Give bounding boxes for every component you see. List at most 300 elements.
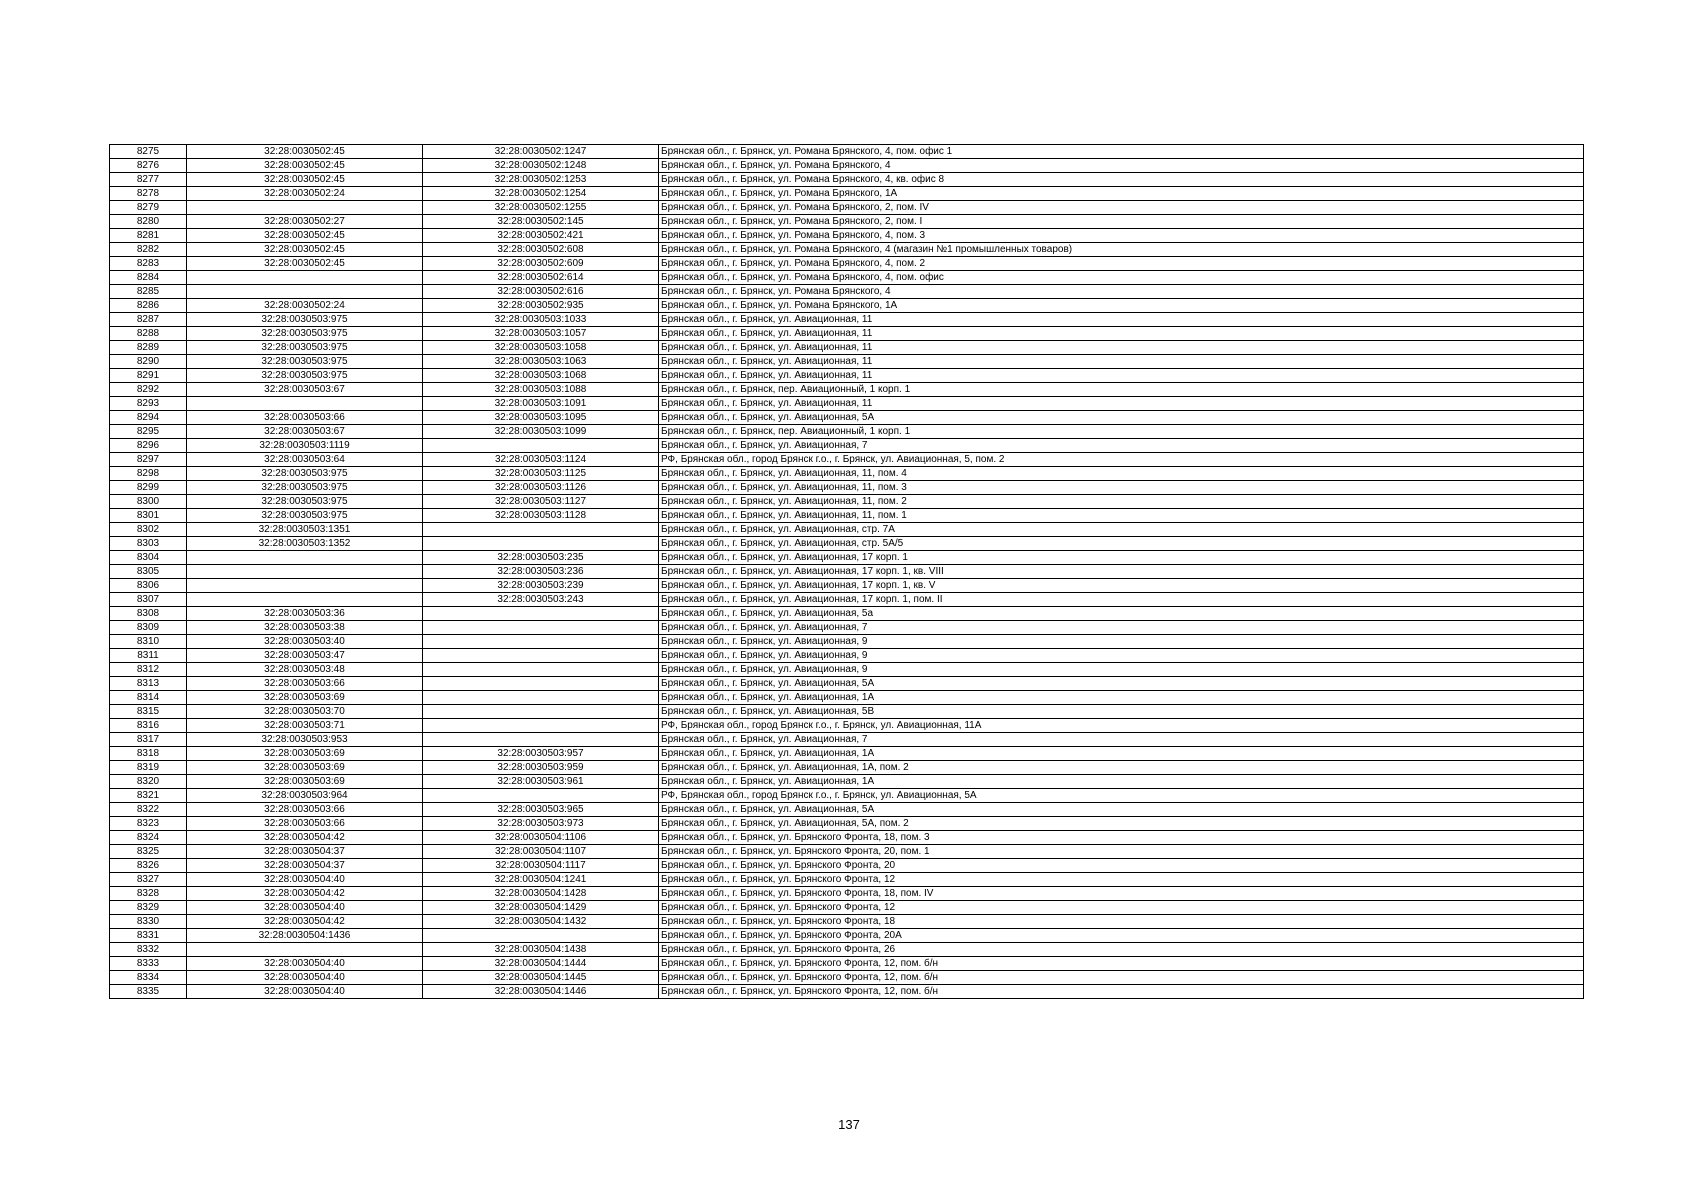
land-parcel-number-cell: 32:28:0030504:1436 bbox=[187, 929, 423, 943]
table-row bbox=[110, 915, 1584, 929]
object-cadastral-number-cell bbox=[423, 705, 659, 719]
object-cadastral-number-cell: 32:28:0030503:1095 bbox=[423, 411, 659, 425]
row-number-cell: 8299 bbox=[110, 481, 187, 495]
land-parcel-number-cell: 32:28:0030504:42 bbox=[187, 915, 423, 929]
land-parcel-number-cell: 32:28:0030503:67 bbox=[187, 425, 423, 439]
row-number-cell: 8321 bbox=[110, 789, 187, 803]
row-number-cell: 8320 bbox=[110, 775, 187, 789]
address-cell: Брянская обл., г. Брянск, пер. Авиационный, 1 корп. 1 bbox=[659, 425, 1584, 439]
table-row bbox=[110, 551, 1584, 565]
land-parcel-number-cell: 32:28:0030503:964 bbox=[187, 789, 423, 803]
land-parcel-number-cell: 32:28:0030503:69 bbox=[187, 691, 423, 705]
object-cadastral-number-cell bbox=[423, 929, 659, 943]
object-cadastral-number-cell: 32:28:0030503:957 bbox=[423, 747, 659, 761]
object-cadastral-number-cell: 32:28:0030503:1099 bbox=[423, 425, 659, 439]
land-parcel-number-cell bbox=[187, 551, 423, 565]
address-cell: Брянская обл., г. Брянск, ул. Авиационная, 11 bbox=[659, 313, 1584, 327]
row-number-cell: 8330 bbox=[110, 915, 187, 929]
land-parcel-number-cell bbox=[187, 565, 423, 579]
object-cadastral-number-cell: 32:28:0030503:1125 bbox=[423, 467, 659, 481]
address-cell: Брянская обл., г. Брянск, ул. Романа Брянского, 4, пом. 3 bbox=[659, 229, 1584, 243]
table-row bbox=[110, 607, 1584, 621]
object-cadastral-number-cell bbox=[423, 607, 659, 621]
row-number-cell: 8331 bbox=[110, 929, 187, 943]
row-number-cell: 8293 bbox=[110, 397, 187, 411]
object-cadastral-number-cell: 32:28:0030503:1088 bbox=[423, 383, 659, 397]
table-row bbox=[110, 481, 1584, 495]
land-parcel-number-cell: 32:28:0030503:38 bbox=[187, 621, 423, 635]
table-row bbox=[110, 705, 1584, 719]
row-number-cell: 8326 bbox=[110, 859, 187, 873]
object-cadastral-number-cell bbox=[423, 649, 659, 663]
object-cadastral-number-cell bbox=[423, 635, 659, 649]
row-number-cell: 8305 bbox=[110, 565, 187, 579]
land-parcel-number-cell: 32:28:0030502:24 bbox=[187, 187, 423, 201]
address-cell: Брянская обл., г. Брянск, ул. Авиационная, 17 корп. 1, кв. VIII bbox=[659, 565, 1584, 579]
object-cadastral-number-cell: 32:28:0030502:1253 bbox=[423, 173, 659, 187]
row-number-cell: 8285 bbox=[110, 285, 187, 299]
table-row bbox=[110, 803, 1584, 817]
address-cell: Брянская обл., г. Брянск, ул. Брянского Фронта, 18, пом. 3 bbox=[659, 831, 1584, 845]
land-parcel-number-cell: 32:28:0030503:66 bbox=[187, 803, 423, 817]
row-number-cell: 8304 bbox=[110, 551, 187, 565]
land-parcel-number-cell: 32:28:0030503:975 bbox=[187, 481, 423, 495]
address-cell: Брянская обл., г. Брянск, ул. Авиационная, 9 bbox=[659, 663, 1584, 677]
land-parcel-number-cell: 32:28:0030504:40 bbox=[187, 971, 423, 985]
row-number-cell: 8290 bbox=[110, 355, 187, 369]
object-cadastral-number-cell: 32:28:0030503:243 bbox=[423, 593, 659, 607]
table-row bbox=[110, 761, 1584, 775]
object-cadastral-number-cell bbox=[423, 789, 659, 803]
land-parcel-number-cell: 32:28:0030504:37 bbox=[187, 845, 423, 859]
object-cadastral-number-cell: 32:28:0030503:959 bbox=[423, 761, 659, 775]
row-number-cell: 8292 bbox=[110, 383, 187, 397]
table-row bbox=[110, 439, 1584, 453]
land-parcel-number-cell: 32:28:0030504:40 bbox=[187, 957, 423, 971]
row-number-cell: 8276 bbox=[110, 159, 187, 173]
address-cell: Брянская обл., г. Брянск, ул. Брянского Фронта, 18, пом. IV bbox=[659, 887, 1584, 901]
object-cadastral-number-cell: 32:28:0030502:614 bbox=[423, 271, 659, 285]
object-cadastral-number-cell bbox=[423, 691, 659, 705]
land-parcel-number-cell: 32:28:0030504:40 bbox=[187, 985, 423, 999]
object-cadastral-number-cell: 32:28:0030503:973 bbox=[423, 817, 659, 831]
table-row bbox=[110, 565, 1584, 579]
land-parcel-number-cell bbox=[187, 201, 423, 215]
address-cell: Брянская обл., г. Брянск, ул. Романа Брянского, 1А bbox=[659, 299, 1584, 313]
row-number-cell: 8275 bbox=[110, 145, 187, 159]
land-parcel-number-cell: 32:28:0030502:27 bbox=[187, 215, 423, 229]
land-parcel-number-cell: 32:28:0030503:975 bbox=[187, 495, 423, 509]
object-cadastral-number-cell: 32:28:0030503:1124 bbox=[423, 453, 659, 467]
land-parcel-number-cell: 32:28:0030503:975 bbox=[187, 467, 423, 481]
table-row bbox=[110, 509, 1584, 523]
object-cadastral-number-cell: 32:28:0030503:1091 bbox=[423, 397, 659, 411]
row-number-cell: 8325 bbox=[110, 845, 187, 859]
row-number-cell: 8286 bbox=[110, 299, 187, 313]
row-number-cell: 8317 bbox=[110, 733, 187, 747]
object-cadastral-number-cell: 32:28:0030502:1248 bbox=[423, 159, 659, 173]
land-parcel-number-cell: 32:28:0030502:45 bbox=[187, 257, 423, 271]
table-row bbox=[110, 145, 1584, 159]
object-cadastral-number-cell: 32:28:0030504:1444 bbox=[423, 957, 659, 971]
object-cadastral-number-cell bbox=[423, 663, 659, 677]
address-cell: Брянская обл., г. Брянск, ул. Авиационная, 5А, пом. 2 bbox=[659, 817, 1584, 831]
object-cadastral-number-cell: 32:28:0030503:965 bbox=[423, 803, 659, 817]
table-row bbox=[110, 943, 1584, 957]
row-number-cell: 8308 bbox=[110, 607, 187, 621]
object-cadastral-number-cell: 32:28:0030503:235 bbox=[423, 551, 659, 565]
land-parcel-number-cell: 32:28:0030503:40 bbox=[187, 635, 423, 649]
table-row bbox=[110, 271, 1584, 285]
land-parcel-number-cell: 32:28:0030503:66 bbox=[187, 817, 423, 831]
table-row bbox=[110, 887, 1584, 901]
object-cadastral-number-cell bbox=[423, 677, 659, 691]
object-cadastral-number-cell bbox=[423, 719, 659, 733]
address-cell: Брянская обл., г. Брянск, ул. Авиационная, 17 корп. 1, пом. II bbox=[659, 593, 1584, 607]
table-row bbox=[110, 677, 1584, 691]
table-row bbox=[110, 411, 1584, 425]
land-parcel-number-cell: 32:28:0030503:64 bbox=[187, 453, 423, 467]
address-cell: Брянская обл., г. Брянск, ул. Авиационная, 17 корп. 1 bbox=[659, 551, 1584, 565]
table-row bbox=[110, 341, 1584, 355]
row-number-cell: 8294 bbox=[110, 411, 187, 425]
land-parcel-number-cell: 32:28:0030503:975 bbox=[187, 355, 423, 369]
row-number-cell: 8279 bbox=[110, 201, 187, 215]
table-row bbox=[110, 831, 1584, 845]
object-cadastral-number-cell: 32:28:0030504:1241 bbox=[423, 873, 659, 887]
row-number-cell: 8296 bbox=[110, 439, 187, 453]
object-cadastral-number-cell: 32:28:0030503:1127 bbox=[423, 495, 659, 509]
row-number-cell: 8300 bbox=[110, 495, 187, 509]
table-row bbox=[110, 901, 1584, 915]
table-row bbox=[110, 285, 1584, 299]
land-parcel-number-cell: 32:28:0030503:71 bbox=[187, 719, 423, 733]
row-number-cell: 8295 bbox=[110, 425, 187, 439]
row-number-cell: 8307 bbox=[110, 593, 187, 607]
address-cell: Брянская обл., г. Брянск, ул. Авиационная, 7 bbox=[659, 439, 1584, 453]
row-number-cell: 8315 bbox=[110, 705, 187, 719]
object-cadastral-number-cell: 32:28:0030503:961 bbox=[423, 775, 659, 789]
land-parcel-number-cell: 32:28:0030503:69 bbox=[187, 761, 423, 775]
row-number-cell: 8277 bbox=[110, 173, 187, 187]
object-cadastral-number-cell: 32:28:0030502:616 bbox=[423, 285, 659, 299]
page-number: 137 bbox=[838, 1117, 860, 1132]
address-cell: Брянская обл., г. Брянск, ул. Брянского Фронта, 20, пом. 1 bbox=[659, 845, 1584, 859]
table-row bbox=[110, 313, 1584, 327]
row-number-cell: 8306 bbox=[110, 579, 187, 593]
row-number-cell: 8333 bbox=[110, 957, 187, 971]
address-cell: Брянская обл., г. Брянск, ул. Авиационная, 11, пом. 1 bbox=[659, 509, 1584, 523]
table-row bbox=[110, 747, 1584, 761]
register-table-body bbox=[110, 145, 1584, 999]
land-parcel-number-cell bbox=[187, 285, 423, 299]
row-number-cell: 8316 bbox=[110, 719, 187, 733]
object-cadastral-number-cell: 32:28:0030504:1438 bbox=[423, 943, 659, 957]
table-row bbox=[110, 425, 1584, 439]
row-number-cell: 8280 bbox=[110, 215, 187, 229]
row-number-cell: 8312 bbox=[110, 663, 187, 677]
address-cell: Брянская обл., г. Брянск, ул. Авиационная, 11, пом. 3 bbox=[659, 481, 1584, 495]
address-cell: Брянская обл., г. Брянск, ул. Романа Брянского, 2, пом. I bbox=[659, 215, 1584, 229]
table-row bbox=[110, 159, 1584, 173]
land-parcel-number-cell: 32:28:0030502:45 bbox=[187, 243, 423, 257]
land-parcel-number-cell bbox=[187, 579, 423, 593]
row-number-cell: 8309 bbox=[110, 621, 187, 635]
address-cell: Брянская обл., г. Брянск, ул. Авиационная, 5В bbox=[659, 705, 1584, 719]
address-cell: Брянская обл., г. Брянск, ул. Брянского Фронта, 20 bbox=[659, 859, 1584, 873]
address-cell: Брянская обл., г. Брянск, ул. Авиационная, 5А bbox=[659, 803, 1584, 817]
land-parcel-number-cell: 32:28:0030503:953 bbox=[187, 733, 423, 747]
address-cell: Брянская обл., г. Брянск, ул. Авиационная, 1А bbox=[659, 691, 1584, 705]
object-cadastral-number-cell bbox=[423, 523, 659, 537]
object-cadastral-number-cell: 32:28:0030503:1126 bbox=[423, 481, 659, 495]
table-row bbox=[110, 859, 1584, 873]
table-row bbox=[110, 929, 1584, 943]
object-cadastral-number-cell: 32:28:0030503:1033 bbox=[423, 313, 659, 327]
table-row bbox=[110, 663, 1584, 677]
table-row bbox=[110, 593, 1584, 607]
land-parcel-number-cell bbox=[187, 397, 423, 411]
object-cadastral-number-cell: 32:28:0030504:1445 bbox=[423, 971, 659, 985]
land-parcel-number-cell: 32:28:0030503:47 bbox=[187, 649, 423, 663]
row-number-cell: 8284 bbox=[110, 271, 187, 285]
object-cadastral-number-cell: 32:28:0030504:1117 bbox=[423, 859, 659, 873]
land-parcel-number-cell: 32:28:0030503:1352 bbox=[187, 537, 423, 551]
object-cadastral-number-cell bbox=[423, 537, 659, 551]
table-row bbox=[110, 187, 1584, 201]
object-cadastral-number-cell: 32:28:0030503:1057 bbox=[423, 327, 659, 341]
row-number-cell: 8313 bbox=[110, 677, 187, 691]
table-row bbox=[110, 789, 1584, 803]
object-cadastral-number-cell: 32:28:0030503:1058 bbox=[423, 341, 659, 355]
object-cadastral-number-cell: 32:28:0030504:1106 bbox=[423, 831, 659, 845]
land-parcel-number-cell: 32:28:0030502:45 bbox=[187, 145, 423, 159]
table-row bbox=[110, 817, 1584, 831]
table-row bbox=[110, 243, 1584, 257]
address-cell: Брянская обл., г. Брянск, ул. Романа Брянского, 2, пом. IV bbox=[659, 201, 1584, 215]
row-number-cell: 8318 bbox=[110, 747, 187, 761]
object-cadastral-number-cell: 32:28:0030502:421 bbox=[423, 229, 659, 243]
land-parcel-number-cell: 32:28:0030503:975 bbox=[187, 313, 423, 327]
table-row bbox=[110, 383, 1584, 397]
table-row bbox=[110, 845, 1584, 859]
address-cell: Брянская обл., г. Брянск, ул. Брянского Фронта, 18 bbox=[659, 915, 1584, 929]
row-number-cell: 8327 bbox=[110, 873, 187, 887]
table-row bbox=[110, 229, 1584, 243]
land-parcel-number-cell: 32:28:0030503:66 bbox=[187, 677, 423, 691]
row-number-cell: 8298 bbox=[110, 467, 187, 481]
address-cell: Брянская обл., г. Брянск, ул. Авиационная, 7 bbox=[659, 621, 1584, 635]
object-cadastral-number-cell: 32:28:0030502:1255 bbox=[423, 201, 659, 215]
object-cadastral-number-cell bbox=[423, 733, 659, 747]
land-parcel-number-cell: 32:28:0030504:37 bbox=[187, 859, 423, 873]
land-parcel-number-cell: 32:28:0030504:40 bbox=[187, 901, 423, 915]
object-cadastral-number-cell: 32:28:0030502:935 bbox=[423, 299, 659, 313]
land-parcel-number-cell bbox=[187, 943, 423, 957]
address-cell: РФ, Брянская обл., город Брянск г.о., г. Брянск, ул. Авиационная, 5, пом. 2 bbox=[659, 453, 1584, 467]
address-cell: Брянская обл., г. Брянск, ул. Авиационная, 7 bbox=[659, 733, 1584, 747]
address-cell: Брянская обл., г. Брянск, ул. Авиационная, 11 bbox=[659, 397, 1584, 411]
object-cadastral-number-cell: 32:28:0030502:1254 bbox=[423, 187, 659, 201]
address-cell: Брянская обл., г. Брянск, ул. Авиационная, 11, пом. 4 bbox=[659, 467, 1584, 481]
row-number-cell: 8310 bbox=[110, 635, 187, 649]
object-cadastral-number-cell: 32:28:0030502:608 bbox=[423, 243, 659, 257]
address-cell: Брянская обл., г. Брянск, ул. Авиационная, 9 bbox=[659, 649, 1584, 663]
row-number-cell: 8335 bbox=[110, 985, 187, 999]
table-row bbox=[110, 635, 1584, 649]
row-number-cell: 8282 bbox=[110, 243, 187, 257]
row-number-cell: 8332 bbox=[110, 943, 187, 957]
address-cell: Брянская обл., г. Брянск, ул. Романа Брянского, 4, пом. офис 1 bbox=[659, 145, 1584, 159]
address-cell: Брянская обл., г. Брянск, ул. Романа Брянского, 1А bbox=[659, 187, 1584, 201]
table-row bbox=[110, 579, 1584, 593]
land-parcel-number-cell: 32:28:0030503:69 bbox=[187, 775, 423, 789]
land-parcel-number-cell: 32:28:0030502:45 bbox=[187, 173, 423, 187]
object-cadastral-number-cell: 32:28:0030504:1429 bbox=[423, 901, 659, 915]
land-parcel-number-cell: 32:28:0030503:67 bbox=[187, 383, 423, 397]
object-cadastral-number-cell bbox=[423, 439, 659, 453]
address-cell: Брянская обл., г. Брянск, ул. Авиационная, 5А bbox=[659, 411, 1584, 425]
table-row bbox=[110, 495, 1584, 509]
address-cell: Брянская обл., г. Брянск, ул. Брянского Фронта, 12, пом. б/н bbox=[659, 957, 1584, 971]
land-parcel-number-cell bbox=[187, 271, 423, 285]
land-parcel-number-cell: 32:28:0030503:36 bbox=[187, 607, 423, 621]
table-row bbox=[110, 215, 1584, 229]
table-row bbox=[110, 453, 1584, 467]
address-cell: Брянская обл., г. Брянск, ул. Романа Брянского, 4 (магазин №1 промышленных товаров) bbox=[659, 243, 1584, 257]
row-number-cell: 8291 bbox=[110, 369, 187, 383]
address-cell: Брянская обл., г. Брянск, ул. Авиационная, 11 bbox=[659, 355, 1584, 369]
row-number-cell: 8288 bbox=[110, 327, 187, 341]
row-number-cell: 8302 bbox=[110, 523, 187, 537]
address-cell: Брянская обл., г. Брянск, ул. Авиационная, 11 bbox=[659, 327, 1584, 341]
table-row bbox=[110, 649, 1584, 663]
land-parcel-number-cell: 32:28:0030504:40 bbox=[187, 873, 423, 887]
object-cadastral-number-cell: 32:28:0030502:145 bbox=[423, 215, 659, 229]
object-cadastral-number-cell: 32:28:0030503:1063 bbox=[423, 355, 659, 369]
address-cell: Брянская обл., г. Брянск, ул. Авиационная, стр. 7А bbox=[659, 523, 1584, 537]
object-cadastral-number-cell: 32:28:0030504:1107 bbox=[423, 845, 659, 859]
address-cell: Брянская обл., г. Брянск, ул. Авиационная, 11, пом. 2 bbox=[659, 495, 1584, 509]
row-number-cell: 8281 bbox=[110, 229, 187, 243]
land-parcel-number-cell: 32:28:0030503:975 bbox=[187, 369, 423, 383]
table-row bbox=[110, 621, 1584, 635]
object-cadastral-number-cell: 32:28:0030502:609 bbox=[423, 257, 659, 271]
land-parcel-number-cell: 32:28:0030503:1351 bbox=[187, 523, 423, 537]
land-parcel-number-cell: 32:28:0030503:48 bbox=[187, 663, 423, 677]
address-cell: Брянская обл., г. Брянск, ул. Авиационная, стр. 5А/5 bbox=[659, 537, 1584, 551]
land-parcel-number-cell: 32:28:0030502:45 bbox=[187, 229, 423, 243]
table-row bbox=[110, 957, 1584, 971]
row-number-cell: 8323 bbox=[110, 817, 187, 831]
address-cell: Брянская обл., г. Брянск, ул. Авиационная, 1А bbox=[659, 775, 1584, 789]
row-number-cell: 8311 bbox=[110, 649, 187, 663]
table-row bbox=[110, 985, 1584, 999]
address-cell: Брянская обл., г. Брянск, ул. Авиационная, 9 bbox=[659, 635, 1584, 649]
row-number-cell: 8314 bbox=[110, 691, 187, 705]
row-number-cell: 8303 bbox=[110, 537, 187, 551]
address-cell: Брянская обл., г. Брянск, ул. Авиационная, 5А bbox=[659, 677, 1584, 691]
table-row bbox=[110, 537, 1584, 551]
address-cell: Брянская обл., г. Брянск, ул. Брянского Фронта, 12 bbox=[659, 873, 1584, 887]
row-number-cell: 8301 bbox=[110, 509, 187, 523]
row-number-cell: 8329 bbox=[110, 901, 187, 915]
address-cell: Брянская обл., г. Брянск, ул. Авиационная, 5а bbox=[659, 607, 1584, 621]
address-cell: Брянская обл., г. Брянск, ул. Авиационная, 1А, пом. 2 bbox=[659, 761, 1584, 775]
land-parcel-number-cell: 32:28:0030502:45 bbox=[187, 159, 423, 173]
address-cell: Брянская обл., г. Брянск, ул. Романа Брянского, 4, пом. офис bbox=[659, 271, 1584, 285]
land-parcel-number-cell: 32:28:0030503:975 bbox=[187, 509, 423, 523]
table-row bbox=[110, 691, 1584, 705]
object-cadastral-number-cell: 32:28:0030503:1128 bbox=[423, 509, 659, 523]
row-number-cell: 8278 bbox=[110, 187, 187, 201]
table-row bbox=[110, 775, 1584, 789]
address-cell: РФ, Брянская обл., город Брянск г.о., г. Брянск, ул. Авиационная, 11А bbox=[659, 719, 1584, 733]
table-row bbox=[110, 299, 1584, 313]
table-row bbox=[110, 971, 1584, 985]
land-parcel-number-cell: 32:28:0030502:24 bbox=[187, 299, 423, 313]
table-row bbox=[110, 355, 1584, 369]
object-cadastral-number-cell: 32:28:0030504:1432 bbox=[423, 915, 659, 929]
row-number-cell: 8287 bbox=[110, 313, 187, 327]
object-cadastral-number-cell: 32:28:0030504:1446 bbox=[423, 985, 659, 999]
row-number-cell: 8334 bbox=[110, 971, 187, 985]
object-cadastral-number-cell: 32:28:0030503:236 bbox=[423, 565, 659, 579]
table-row bbox=[110, 733, 1584, 747]
address-cell: Брянская обл., г. Брянск, ул. Романа Брянского, 4 bbox=[659, 285, 1584, 299]
land-parcel-number-cell bbox=[187, 593, 423, 607]
row-number-cell: 8324 bbox=[110, 831, 187, 845]
address-cell: РФ, Брянская обл., город Брянск г.о., г. Брянск, ул. Авиационная, 5А bbox=[659, 789, 1584, 803]
address-cell: Брянская обл., г. Брянск, ул. Брянского Фронта, 12 bbox=[659, 901, 1584, 915]
address-cell: Брянская обл., г. Брянск, ул. Авиационная, 17 корп. 1, кв. V bbox=[659, 579, 1584, 593]
row-number-cell: 8297 bbox=[110, 453, 187, 467]
cadastral-register-table bbox=[109, 144, 1584, 999]
row-number-cell: 8319 bbox=[110, 761, 187, 775]
row-number-cell: 8289 bbox=[110, 341, 187, 355]
address-cell: Брянская обл., г. Брянск, ул. Авиационная, 11 bbox=[659, 341, 1584, 355]
table-row bbox=[110, 397, 1584, 411]
address-cell: Брянская обл., г. Брянск, ул. Романа Брянского, 4 bbox=[659, 159, 1584, 173]
land-parcel-number-cell: 32:28:0030503:66 bbox=[187, 411, 423, 425]
table-row bbox=[110, 257, 1584, 271]
land-parcel-number-cell: 32:28:0030504:42 bbox=[187, 887, 423, 901]
table-row bbox=[110, 369, 1584, 383]
object-cadastral-number-cell bbox=[423, 621, 659, 635]
object-cadastral-number-cell: 32:28:0030503:1068 bbox=[423, 369, 659, 383]
address-cell: Брянская обл., г. Брянск, ул. Брянского Фронта, 12, пом. б/н bbox=[659, 985, 1584, 999]
land-parcel-number-cell: 32:28:0030503:975 bbox=[187, 341, 423, 355]
address-cell: Брянская обл., г. Брянск, ул. Авиационная, 11 bbox=[659, 369, 1584, 383]
table-row bbox=[110, 173, 1584, 187]
address-cell: Брянская обл., г. Брянск, ул. Романа Брянского, 4, кв. офис 8 bbox=[659, 173, 1584, 187]
land-parcel-number-cell: 32:28:0030503:69 bbox=[187, 747, 423, 761]
address-cell: Брянская обл., г. Брянск, пер. Авиационный, 1 корп. 1 bbox=[659, 383, 1584, 397]
object-cadastral-number-cell: 32:28:0030502:1247 bbox=[423, 145, 659, 159]
table-row bbox=[110, 467, 1584, 481]
table-row bbox=[110, 523, 1584, 537]
object-cadastral-number-cell: 32:28:0030504:1428 bbox=[423, 887, 659, 901]
table-row bbox=[110, 719, 1584, 733]
row-number-cell: 8283 bbox=[110, 257, 187, 271]
table-row bbox=[110, 873, 1584, 887]
address-cell: Брянская обл., г. Брянск, ул. Романа Брянского, 4, пом. 2 bbox=[659, 257, 1584, 271]
row-number-cell: 8322 bbox=[110, 803, 187, 817]
land-parcel-number-cell: 32:28:0030504:42 bbox=[187, 831, 423, 845]
address-cell: Брянская обл., г. Брянск, ул. Брянского Фронта, 26 bbox=[659, 943, 1584, 957]
land-parcel-number-cell: 32:28:0030503:975 bbox=[187, 327, 423, 341]
address-cell: Брянская обл., г. Брянск, ул. Брянского Фронта, 12, пом. б/н bbox=[659, 971, 1584, 985]
